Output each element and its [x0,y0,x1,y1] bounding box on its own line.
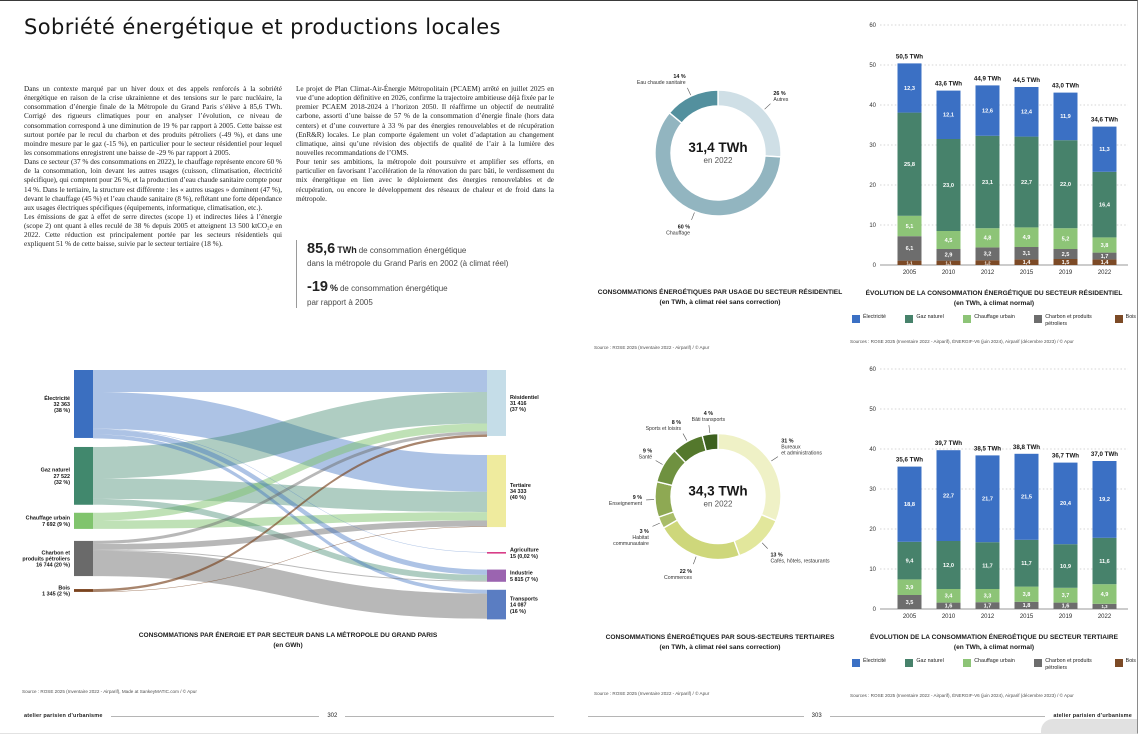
paragraph: Dans un contexte marqué par un hiver doux et des appels renforcés à la sobriété énergétique en raison de la crise ukrainienne et des tensions sur le parc nucléaire, la consommation d’énergie finale de la Métropole du Grand Paris s’élève à 85,6 TWh. Corrigé des rigueurs climatiques pour en analyser l’évolution, ce niveau de consommation correspond à une diminution de 19 % par rapport à 2005. Cette baisse est surtout portée par le recul du charbon et des produits pétroliers (-49 %), et dans une moindre mesure par le gaz (-15 %), en particulier pour le secteur résidentiel pour lequel les consommations enregistrent une baisse de -29 % par rapport à 2005. [24,85,282,157]
legend-label: Charbon et produits pétroliers [1045,314,1092,327]
svg-text:Résidentiel: Résidentiel [510,394,539,401]
svg-text:23,0: 23,0 [943,182,954,189]
svg-text:50,5 TWh: 50,5 TWh [895,53,924,61]
svg-text:Transports: Transports [510,596,538,603]
svg-text:3,2: 3,2 [983,251,992,258]
svg-text:1,1: 1,1 [945,260,952,266]
key-figure-value: -19 [307,279,328,296]
legend-swatch [852,659,860,667]
key-figure-unit: TWh [337,244,357,255]
legend-swatch [1034,315,1042,323]
svg-text:et administrations: et administrations [781,450,822,457]
svg-text:2005: 2005 [902,614,917,620]
svg-text:40: 40 [869,447,876,453]
page-number: 302 [327,713,338,719]
svg-text:6,1: 6,1 [905,246,914,253]
svg-text:(37 %): (37 %) [510,407,526,414]
svg-text:20: 20 [869,183,876,189]
svg-text:0: 0 [872,607,876,613]
page-number: 303 [811,713,822,719]
chart-source: Source : ROSE 2025 (Inventaire 2022 - Airparif) / © Apur [594,691,710,696]
svg-text:1,4: 1,4 [1100,260,1109,266]
svg-text:3,4: 3,4 [944,593,953,600]
svg-text:1,6: 1,6 [944,603,953,610]
chart-legend [852,658,1136,671]
svg-text:1 345 (2 %): 1 345 (2 %) [42,591,70,598]
svg-text:Bâti transports: Bâti transports [691,417,726,424]
chart-source: Sources : ROSE 2025 (Inventaire 2022 - Airparif), ÉNERGIF-V6 (juin 2024), Airparif (décembre 2023) / © Apur [850,693,1074,698]
key-figure-unit: % [329,283,338,294]
svg-text:37,0 TWh: 37,0 TWh [1090,451,1119,458]
svg-text:13 %: 13 % [770,552,783,559]
svg-text:4,5: 4,5 [944,237,953,244]
body-columns [24,85,554,317]
svg-text:44,9 TWh: 44,9 TWh [973,75,1002,83]
svg-text:44,5 TWh: 44,5 TWh [1012,77,1041,84]
legend-label: Gaz naturel [916,658,944,664]
svg-text:35,6 TWh: 35,6 TWh [895,456,924,464]
legend-swatch [963,315,971,323]
svg-text:39,7 TWh: 39,7 TWh [934,440,963,448]
svg-text:34,3 TWh: 34,3 TWh [688,483,748,499]
svg-text:36,7 TWh: 36,7 TWh [1051,452,1080,460]
svg-text:31 %: 31 % [781,438,794,445]
svg-text:1,4: 1,4 [1022,260,1031,266]
svg-text:11,9: 11,9 [1060,114,1071,121]
legend-item [905,314,943,323]
svg-text:3,9: 3,9 [905,585,914,591]
svg-text:1,7: 1,7 [983,603,992,610]
donut-chart-tertiary [588,373,852,628]
svg-text:18,8: 18,8 [904,502,915,508]
svg-text:Industrie: Industrie [510,570,533,577]
svg-text:10: 10 [869,223,876,229]
legend-label: Gaz naturel [916,314,944,320]
chart-caption: ÉVOLUTION DE LA CONSOMMATION ÉNERGÉTIQUE DU SECTEUR RÉSIDENTIEL (en TWh, à climat normal) [865,290,1123,307]
svg-text:9 %: 9 % [632,495,643,502]
publisher-brand: atelier parisien d’urbanisme [24,713,103,719]
svg-text:3 %: 3 % [639,529,649,536]
svg-text:2019: 2019 [1058,614,1073,620]
key-figure-text: de consommation énergétique [358,245,467,255]
svg-text:5,1: 5,1 [905,223,914,230]
svg-text:12,6: 12,6 [982,108,993,115]
legend-swatch [963,659,971,667]
svg-text:12,4: 12,4 [1021,109,1032,116]
legend-swatch [1115,315,1123,323]
svg-text:20,4: 20,4 [1060,501,1071,508]
svg-text:Cafés, hôtels, restaurants: Cafés, hôtels, restaurants [770,558,830,565]
legend-item [1034,658,1095,671]
svg-text:38,5 TWh: 38,5 TWh [973,445,1002,453]
svg-text:27 522: 27 522 [53,473,70,480]
svg-text:Gaz naturel: Gaz naturel [40,467,70,474]
svg-text:2019: 2019 [1058,270,1073,276]
key-figure [307,240,554,270]
svg-text:2,5: 2,5 [1061,251,1070,258]
svg-text:produits pétroliers: produits pétroliers [22,556,70,563]
svg-text:22,7: 22,7 [1021,179,1032,186]
key-figure-text: dans la métropole du Grand Paris en 2002 (à climat réel) [307,259,509,269]
legend-item [905,658,943,667]
paragraph: Le projet de Plan Climat-Air-Énergie Métropolitain (PCAEM) arrêté en juillet 2025 en vue d’une adoption définitive en 2026, confirme la trajectoire ambitieuse déjà fixée par le premier PCAEM 2018-2024 à l’horizon 2050. Il réaffirme un objectif de neutralité carbone, assorti d’une baisse de 57 % de la consommation d’énergie finale (hors data centers) et d’une couverture à 33 % par des énergies renouvelables et de récupération (EnR&R) locales. Le plan comporte également un volet d’adaptation au changement climatique, ainsi qu’une révision des objectifs de qualité de l’air à la lumière des nouvelles recommandations de l’OMS. [296,85,554,157]
svg-text:14 087: 14 087 [510,602,527,609]
chart-caption: CONSOMMATIONS ÉNERGÉTIQUES PAR USAGE DU SECTEUR RÉSIDENTIEL (en TWh, à climat réel sans correction) [597,289,843,306]
svg-text:Eau chaude sanitaire: Eau chaude sanitaire [636,80,686,87]
legend-item [1115,658,1136,667]
svg-text:43,6 TWh: 43,6 TWh [934,80,963,88]
svg-text:2015: 2015 [1019,614,1034,620]
svg-text:32 363: 32 363 [53,401,70,408]
legend-item [1034,314,1095,327]
legend-item [963,658,1015,667]
svg-text:10: 10 [869,567,876,573]
svg-text:Électricité: Électricité [44,395,70,402]
legend-label: Électricité [863,314,886,320]
legend-swatch [852,315,860,323]
svg-text:30: 30 [869,487,876,493]
legend-label: Chauffage urbain [974,658,1015,664]
svg-text:3,8: 3,8 [1022,592,1031,598]
footer-left-page [24,711,554,721]
chart-source: Sources : ROSE 2025 (Inventaire 2022 - Airparif), ÉNERGIF-V6 (juin 2024), Airparif (décembre 2023) / © Apur [850,339,1074,344]
svg-text:Sports et loisirs: Sports et loisirs [645,426,682,433]
svg-text:40: 40 [869,103,876,109]
svg-text:21,5: 21,5 [1021,494,1032,501]
chart-caption: CONSOMMATIONS ÉNERGÉTIQUES PAR SOUS-SECTEURS TERTIAIRES (en TWh, à climat réel sans correction) [605,634,835,651]
legend-item [852,314,886,323]
svg-text:en 2022: en 2022 [703,499,733,509]
svg-text:9 %: 9 % [642,448,653,455]
svg-text:22,0: 22,0 [1060,182,1071,188]
svg-text:26 %: 26 % [773,90,786,97]
chart-legend [852,314,1136,327]
svg-text:60: 60 [869,23,876,29]
svg-text:11,7: 11,7 [1021,561,1032,567]
svg-text:19,2: 19,2 [1099,497,1110,504]
key-figure-text: de consommation énergétique [339,284,448,294]
svg-text:0: 0 [872,263,876,269]
svg-text:14 %: 14 % [673,74,686,81]
legend-label: Chauffage urbain [974,314,1015,320]
svg-text:Autres: Autres [773,96,789,103]
chart-caption: CONSOMMATIONS PAR ÉNERGIE ET PAR SECTEUR DANS LA MÉTROPOLE DU GRAND PARIS (en GWh) [138,632,438,649]
key-figures [296,240,554,308]
svg-text:3,5: 3,5 [905,599,914,606]
svg-text:7 692 (9 %): 7 692 (9 %) [42,521,70,528]
legend-item [963,314,1015,323]
svg-text:4,8: 4,8 [983,235,992,242]
svg-text:Enseignement: Enseignement [608,501,643,508]
paragraph: Dans ce secteur (37 % des consommations en 2022), le chauffage représente encore 60 % de la consommation, loin devant les autres usages (cuisson, climatisation, électricité spécifique), qui comptent pour 26 %, et la production d’eau chaude sanitaire compte pour 14 %. Dans le tertiaire, la structure est différente : les « autres usages » dominent (47 %), devant le chauffage (45 %) et l’eau chaude sanitaire (8 %), reflétant une forte dépendance aux usages électriques spécifiques (équipements, informatique, climatisation, etc.). [24,158,282,212]
svg-text:12,0: 12,0 [943,562,954,569]
legend-label: Bois [1125,314,1136,320]
svg-text:communautaire: communautaire [613,541,649,548]
svg-text:60: 60 [869,367,876,373]
svg-text:1,2: 1,2 [984,260,991,266]
svg-text:43,0 TWh: 43,0 TWh [1051,82,1080,90]
chart-source: Source : ROSE 2025 (Inventaire 2022 - Airparif) / © Apur [594,345,710,350]
svg-text:31,4 TWh: 31,4 TWh [688,140,748,155]
svg-text:22,7: 22,7 [943,493,954,500]
svg-text:3,7: 3,7 [1061,593,1070,599]
key-figure-value: 85,6 [307,240,336,257]
svg-text:Tertiaire: Tertiaire [510,482,531,489]
svg-text:50: 50 [869,63,876,69]
svg-text:50: 50 [869,407,876,413]
svg-text:60 %: 60 % [677,224,691,231]
svg-text:Charbon et: Charbon et [41,550,70,557]
body-column-2 [296,85,554,317]
svg-text:Commerces: Commerces [664,574,693,581]
svg-text:1,6: 1,6 [1061,603,1070,610]
svg-text:2022: 2022 [1097,270,1112,276]
svg-text:16,4: 16,4 [1099,202,1110,209]
page-title: Sobriété énergétique et productions locales [24,15,501,39]
svg-text:22 %: 22 % [679,568,693,575]
svg-text:2005: 2005 [902,270,917,276]
svg-text:Agriculture: Agriculture [510,547,539,554]
svg-text:Bois: Bois [58,585,70,592]
svg-text:1,5: 1,5 [1061,259,1070,266]
svg-text:12,1: 12,1 [943,112,954,119]
svg-text:11,7: 11,7 [982,563,993,570]
legend-swatch [905,315,913,323]
svg-text:Chauffage: Chauffage [666,230,691,237]
svg-text:8 %: 8 % [671,420,682,427]
legend-label: Bois [1125,658,1136,664]
key-figure-text: par rapport à 2005 [307,297,373,307]
svg-text:(38 %): (38 %) [54,408,70,415]
svg-text:Santé: Santé [638,454,653,461]
svg-text:4 %: 4 % [703,411,714,418]
legend-swatch [1034,659,1042,667]
svg-text:12,3: 12,3 [904,85,915,92]
svg-text:2,9: 2,9 [944,252,953,259]
svg-text:2022: 2022 [1097,614,1112,620]
svg-text:2012: 2012 [980,614,995,620]
paragraph: Pour tenir ses ambitions, la métropole doit poursuivre et amplifier ses efforts, en particulier en favorisant l’accélération de la rénovation du parc bâti, le verdissement du mix énergétique en lien avec le déploiement des énergies renouvelables et de récupération, ou encore le développement des réseaux de chaleur et de froid dans la métropole. [296,158,554,203]
svg-text:11,6: 11,6 [1099,558,1110,565]
svg-text:Bureaux: Bureaux [781,444,801,451]
key-figure [307,278,554,308]
svg-text:Chauffage urbain: Chauffage urbain [25,515,70,522]
svg-text:en 2022: en 2022 [703,156,733,165]
legend-label: Électricité [863,658,886,664]
svg-text:2010: 2010 [941,270,956,276]
chart-caption: ÉVOLUTION DE LA CONSOMMATION ÉNERGÉTIQUE DU SECTEUR TERTIAIRE (en TWh, à climat normal) [869,634,1118,651]
svg-text:1,1: 1,1 [906,260,913,266]
bar-chart-residential [850,9,1138,283]
svg-text:31 416: 31 416 [510,400,527,407]
svg-text:25,8: 25,8 [904,162,915,168]
svg-text:2010: 2010 [941,614,956,620]
svg-text:Habitat: Habitat [632,535,649,542]
donut-chart-residential [588,31,852,283]
svg-text:4,9: 4,9 [1022,235,1031,241]
svg-text:5,2: 5,2 [1061,236,1070,243]
body-column-1 [24,85,282,317]
svg-text:1,3: 1,3 [1101,604,1108,610]
svg-text:10,9: 10,9 [1060,563,1071,570]
svg-text:2015: 2015 [1019,270,1034,276]
legend-swatch [905,659,913,667]
svg-text:23,1: 23,1 [982,179,993,186]
svg-text:(32 %): (32 %) [54,480,70,487]
svg-text:3,3: 3,3 [983,593,992,600]
svg-text:3,1: 3,1 [1022,251,1031,257]
publisher-brand: atelier parisien d’urbanisme [1053,713,1133,719]
svg-text:21,7: 21,7 [982,496,993,503]
svg-text:20: 20 [869,527,876,533]
sankey-diagram [18,355,558,625]
svg-text:(16 %): (16 %) [510,608,526,615]
svg-text:38,8 TWh: 38,8 TWh [1012,443,1041,451]
svg-text:11,3: 11,3 [1099,147,1110,153]
legend-label: Charbon et produits pétroliers [1045,658,1092,671]
svg-text:34,6 TWh: 34,6 TWh [1090,116,1119,124]
svg-text:4,9: 4,9 [1100,591,1109,598]
svg-text:1,8: 1,8 [1022,603,1031,610]
svg-text:5 815 (7 %): 5 815 (7 %) [510,576,538,583]
svg-text:30: 30 [869,143,876,149]
svg-text:9,4: 9,4 [905,558,914,565]
svg-text:34 333: 34 333 [510,489,527,496]
page-curl-decoration [1041,719,1137,733]
paragraph: Les émissions de gaz à effet de serre directes (scope 1) et indirectes liées à l’énergie (scope 2) ont quant à elles reculé de 38 % depuis 2005 et atteignent 13 500 ktCO₂e en 2022. Cette réduction est principalement portée par les secteurs résidentiels qui expliquent 51 % de cette baisse, suivie par le secteur tertiaire (18 %). [24,212,282,249]
svg-text:(40 %): (40 %) [510,495,526,502]
svg-text:2012: 2012 [980,270,995,276]
svg-text:15 (0,02 %): 15 (0,02 %) [510,553,538,560]
svg-text:16 744 (20 %): 16 744 (20 %) [36,562,70,569]
svg-text:3,8: 3,8 [1100,242,1109,249]
svg-text:1,7: 1,7 [1100,253,1109,260]
legend-swatch [1115,659,1123,667]
bar-chart-tertiary [850,353,1138,627]
legend-item [1115,314,1136,323]
legend-item [852,658,886,667]
chart-source: Source : ROSE 2025 (Inventaire 2022 - Airparif), Made at SankeyMATIC.com / © Apur [22,689,197,694]
